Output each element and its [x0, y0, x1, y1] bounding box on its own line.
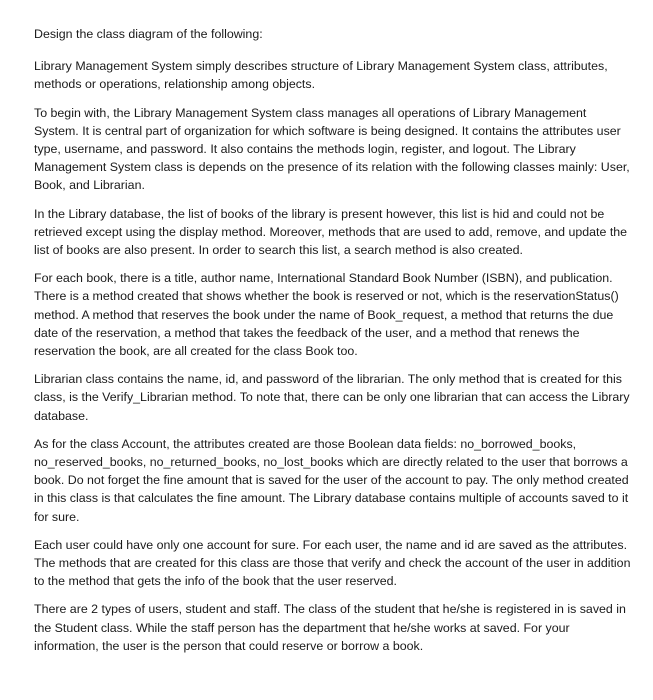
document-body — [34, 25, 634, 665]
paragraph-library-management-system: To begin with, the Library Management System class manages all operations of Library Management System. It is central part of organization for which software is being designed. It contains the attributes user type, username, and password. It also contains the methods login, register, and logout. The Library Management System class is depends on the presence of its relation with the following classes mainly: User, Book, and Librarian. — [34, 105, 630, 193]
document-title: Design the class diagram of the following: — [34, 27, 263, 41]
paragraph-book: For each book, there is a title, author name, International Standard Book Number (ISBN), and publication. There is a method created that shows whether the book is reserved or not, which is the reservationStatus() method. A method that reserves the book under the name of Book_request, a method that returns the due date of the reservation, a method that takes the feedback of the user, and a method that renews the reservation the book, are all created for the class Book too. — [34, 271, 619, 359]
paragraph-user-types: There are 2 types of users, student and staff. The class of the student that he/she is registered in is saved in the Student class. While the staff person has the department that he/she works at saved. For your information, the user is the person that could reserve or borrow a book. — [34, 602, 626, 653]
paragraph-intro: Library Management System simply describes structure of Library Management System class, attributes, methods or operations, relationship among objects. — [34, 59, 608, 92]
paragraph-library-database: In the Library database, the list of books of the library is present however, this list is hid and could not be retrieved except using the display method. Moreover, methods that are used to add, remove, and update the list of books are also present. In order to search this list, a search method is also created. — [34, 206, 628, 258]
paragraph-account: As for the class Account, the attributes created are those Boolean data fields: no_borrowed_books, no_reserved_books, no_returned_books, no_lost_books which are directly related to the user that borrows a book. Do not forget the fine amount that is saved for the user of the account to pay. The only method created in this class is that calculates the fine amount. The Library database contains multiple of accounts saved to it for sure. — [34, 436, 629, 524]
paragraph-user: Each user could have only one account for sure. For each user, the name and id are saved as the attributes. The methods that are created for this class are those that verify and check the account of the user in addition to the method that gets the info of the book that the user reserved. — [34, 537, 631, 589]
paragraph-librarian: Librarian class contains the name, id, and password of the librarian. The only method that is created for this class, is the Verify_Librarian method. To note that, there can be only one librarian that can access the Library database. — [34, 372, 630, 423]
